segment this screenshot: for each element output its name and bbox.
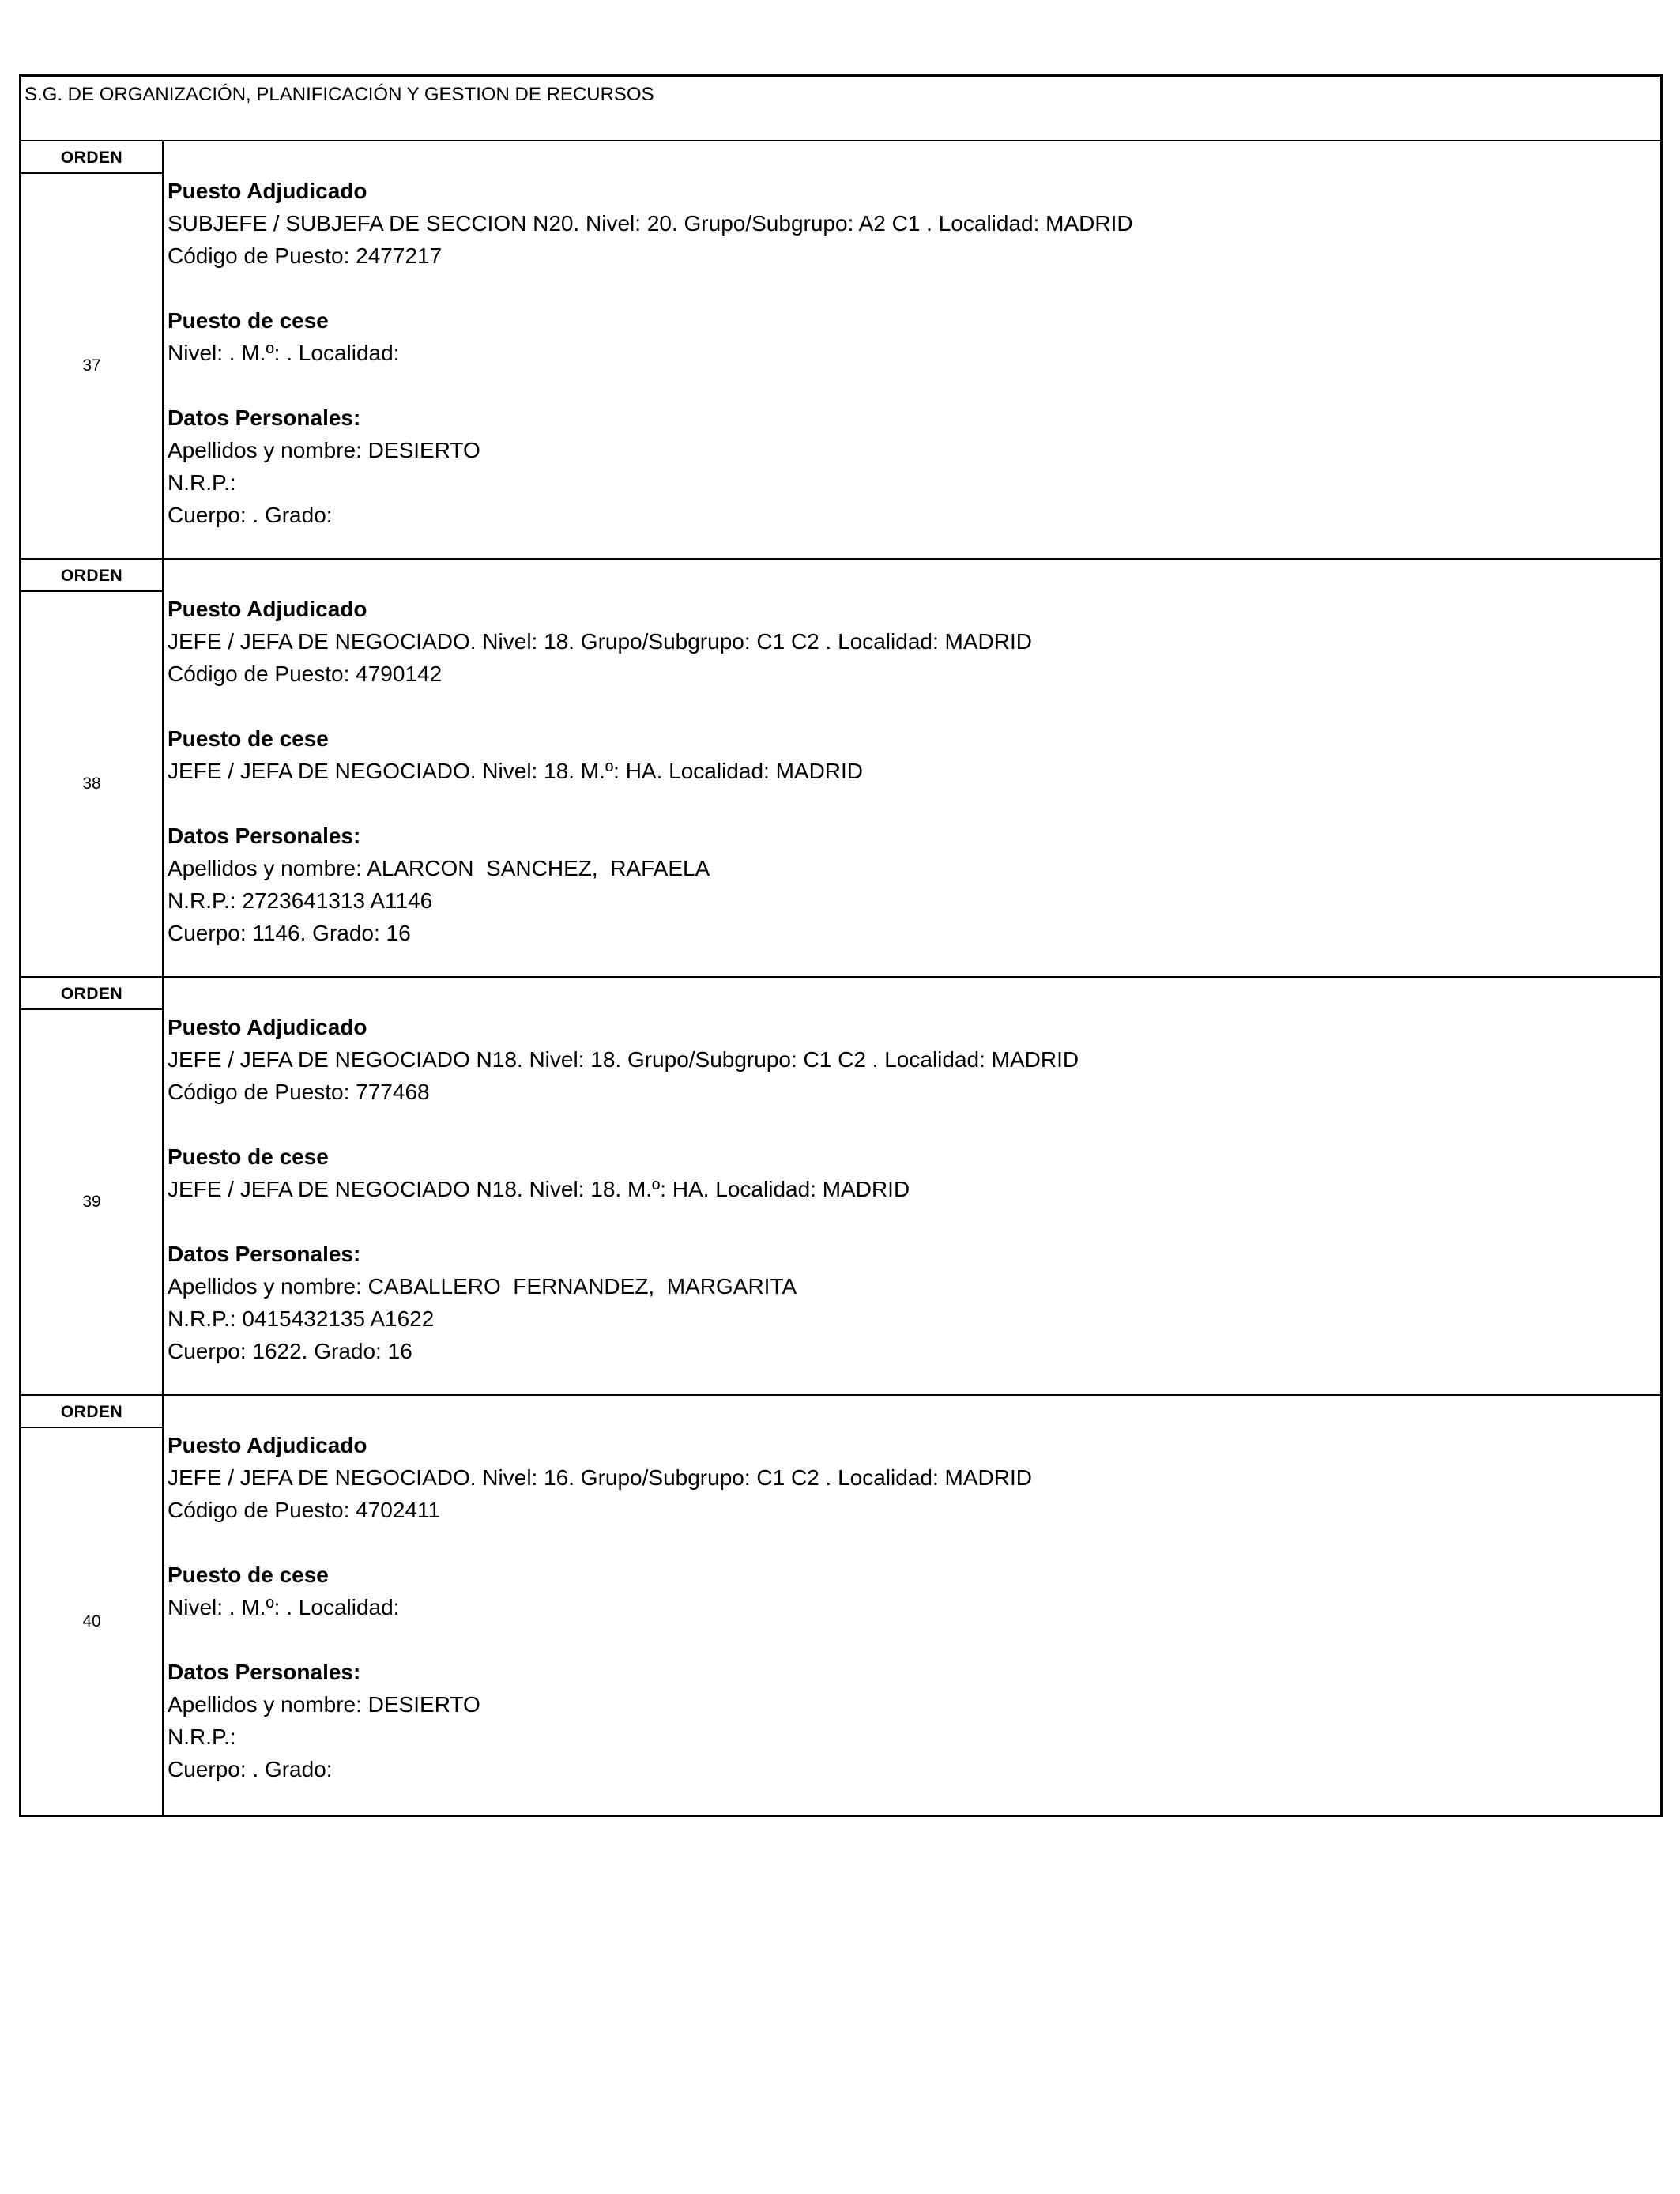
nrp: N.R.P.: [168,1725,236,1749]
codigo-puesto: Código de Puesto: 4790142 [168,662,443,686]
adjudicado-description: JEFE / JEFA DE NEGOCIADO N18. Nivel: 18. Grupo/Subgrupo: C1 C2 . Localidad: MADRID [168,1047,1079,1072]
orden-column [21,1396,164,1815]
spacer [168,787,1660,820]
spacer [168,690,1660,722]
datos-personales-heading: Datos Personales: [168,1242,361,1266]
entry-details [164,1396,1660,1815]
nrp: N.R.P.: 0415432135 A1622 [168,1306,435,1331]
entry-details [164,141,1660,558]
orden-column [21,141,164,558]
orden-number: 39 [82,1193,101,1211]
entries-list [21,141,1660,1815]
entry-details [164,978,1660,1394]
entry-row [21,141,1660,560]
cuerpo-grado: Cuerpo: 1146. Grado: 16 [168,921,411,945]
codigo-puesto: Código de Puesto: 777468 [168,1080,430,1104]
apellidos-nombre: Apellidos y nombre: DESIERTO [168,1692,480,1717]
cuerpo-grado: Cuerpo: 1622. Grado: 16 [168,1339,412,1363]
nrp: N.R.P.: [168,470,236,495]
codigo-puesto: Código de Puesto: 4702411 [168,1498,441,1522]
orden-label: ORDEN [21,141,162,174]
puesto-adjudicado-heading: Puesto Adjudicado [168,597,367,621]
entry-row [21,560,1660,978]
cuerpo-grado: Cuerpo: . Grado: [168,1757,333,1781]
orden-label: ORDEN [21,560,162,592]
entry-row [21,978,1660,1396]
spacer [168,1526,1660,1559]
cese-description: JEFE / JEFA DE NEGOCIADO. Nivel: 18. M.º: HA. Localidad: MADRID [168,759,864,783]
orden-number: 38 [82,775,101,793]
apellidos-nombre: Apellidos y nombre: CABALLERO FERNANDEZ, MARGARITA [168,1274,797,1299]
puesto-adjudicado-heading: Puesto Adjudicado [168,1433,367,1457]
puesto-cese-heading: Puesto de cese [168,308,329,333]
puesto-cese-heading: Puesto de cese [168,726,329,751]
apellidos-nombre: Apellidos y nombre: ALARCON SANCHEZ, RAFAELA [168,856,710,880]
datos-personales-heading: Datos Personales: [168,405,361,430]
orden-column [21,978,164,1394]
spacer [168,369,1660,401]
spacer [168,1623,1660,1656]
section-header: S.G. DE ORGANIZACIÓN, PLANIFICACIÓN Y GESTION DE RECURSOS [21,77,1660,141]
orden-number: 37 [82,356,101,375]
cese-description: JEFE / JEFA DE NEGOCIADO N18. Nivel: 18. M.º: HA. Localidad: MADRID [168,1177,910,1201]
document-table [19,74,1663,1817]
adjudicado-description: SUBJEFE / SUBJEFA DE SECCION N20. Nivel: 20. Grupo/Subgrupo: A2 C1 . Localidad: MADRID [168,211,1133,236]
orden-column [21,560,164,976]
adjudicado-description: JEFE / JEFA DE NEGOCIADO. Nivel: 16. Grupo/Subgrupo: C1 C2 . Localidad: MADRID [168,1465,1032,1490]
puesto-adjudicado-heading: Puesto Adjudicado [168,1015,367,1039]
orden-label: ORDEN [21,1396,162,1428]
datos-personales-heading: Datos Personales: [168,1660,361,1684]
orden-label: ORDEN [21,978,162,1010]
codigo-puesto: Código de Puesto: 2477217 [168,243,443,268]
orden-number: 40 [82,1612,101,1630]
nrp: N.R.P.: 2723641313 A1146 [168,888,433,913]
datos-personales-heading: Datos Personales: [168,824,361,848]
cuerpo-grado: Cuerpo: . Grado: [168,503,333,527]
puesto-cese-heading: Puesto de cese [168,1144,329,1169]
adjudicado-description: JEFE / JEFA DE NEGOCIADO. Nivel: 18. Grupo/Subgrupo: C1 C2 . Localidad: MADRID [168,629,1032,654]
cese-description: Nivel: . M.º: . Localidad: [168,1595,400,1619]
spacer [168,1205,1660,1238]
spacer [168,272,1660,304]
entry-details [164,560,1660,976]
cese-description: Nivel: . M.º: . Localidad: [168,341,400,365]
puesto-adjudicado-heading: Puesto Adjudicado [168,179,367,203]
apellidos-nombre: Apellidos y nombre: DESIERTO [168,438,480,462]
puesto-cese-heading: Puesto de cese [168,1563,329,1587]
entry-row [21,1396,1660,1815]
spacer [168,1108,1660,1140]
